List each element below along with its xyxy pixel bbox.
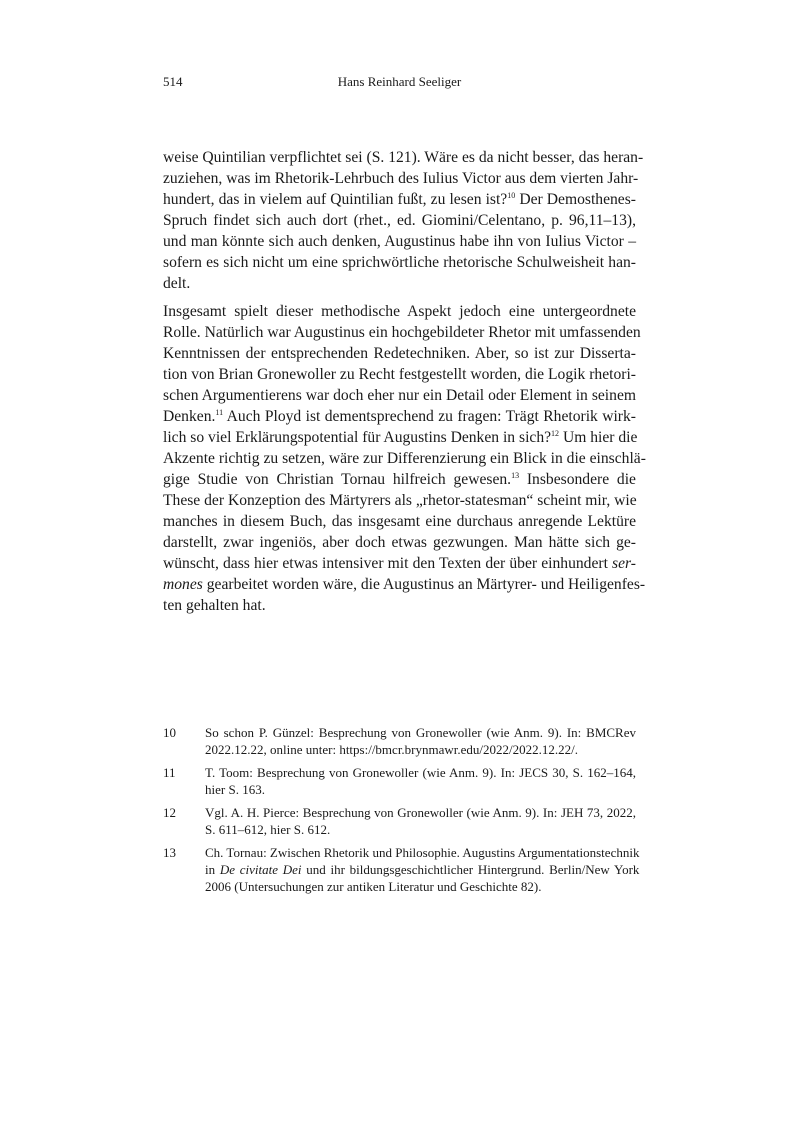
footnote-ref[interactable]: 12: [551, 429, 560, 438]
text-line: [163, 448, 646, 469]
text-segment: wünscht, dass hier etwas intensiver mit den Texten der über einhundert: [163, 555, 613, 572]
text-segment: So schon P. Günzel: Besprechung von Gronewoller (wie Anm. 9). In: BMCRev: [205, 725, 636, 740]
text-line: [205, 804, 636, 821]
footnote-ref[interactable]: 11: [215, 408, 224, 417]
text-segment: Kenntnissen der entsprechenden Redetechniken. Aber, so ist zur Disserta-: [163, 345, 636, 362]
text-segment: Insgesamt spielt dieser methodische Aspekt jedoch eine untergeordnete: [163, 303, 636, 320]
text-line: [163, 189, 636, 210]
text-segment: tion von Brian Gronewoller zu Recht festgestellt worden, die Logik rhetori-: [163, 366, 636, 383]
text-line: [163, 574, 646, 595]
text-line: [163, 252, 636, 273]
text-line: [163, 532, 636, 553]
text-line: [205, 844, 639, 861]
paragraph: [163, 147, 644, 294]
text-line: [163, 168, 639, 189]
text-segment: Akzente richtig zu setzen, wäre zur Differenzierung ein Blick in die einschlä-: [163, 450, 646, 467]
text-line: [163, 364, 636, 385]
text-line: [205, 861, 639, 878]
text-line: [163, 595, 636, 616]
text-segment: hundert, das in vielem auf Quintilian fußt, zu lesen ist?: [163, 191, 508, 208]
footnote-text: [205, 844, 639, 895]
text-segment: ten gehalten hat.: [163, 597, 266, 614]
footnote-text: [205, 804, 636, 838]
running-head-author: Hans Reinhard Seeliger: [337, 74, 462, 89]
text-segment: Ch. Tornau: Zwischen Rhetorik und Philosophie. Augustins Argumentationstechnik: [205, 845, 640, 860]
text-line: [163, 210, 636, 231]
paragraph: [163, 301, 646, 616]
text-line: [163, 147, 644, 168]
text-segment: zuziehen, was im Rhetorik-Lehrbuch des Iulius Victor aus dem vierten Jahr-: [163, 170, 639, 187]
text-segment: Der Demosthenes-: [515, 191, 636, 208]
text-line: [163, 322, 641, 343]
text-segment: Denken.: [163, 408, 216, 425]
footnote: [163, 764, 636, 798]
text-segment: und ihr bildungsgeschichtlicher Hintergrund. Berlin/New York: [301, 862, 640, 877]
text-segment: T. Toom: Besprechung von Gronewoller (wie Anm. 9). In: JECS 30, S. 162–164,: [205, 765, 636, 780]
text-segment: 2022.12.22, online unter: https://bmcr.brynmawr.edu/2022/2022.12.22/.: [205, 742, 578, 757]
italic-text: mones: [163, 576, 203, 593]
text-segment: gearbeitet worden wäre, die Augustinus an Märtyrer- und Heiligenfes-: [202, 576, 646, 593]
text-segment: sofern es sich nicht um eine sprichwörtliche rhetorische Schulweisheit han-: [163, 254, 636, 271]
footnotes: [163, 724, 640, 901]
text-line: [205, 741, 636, 758]
text-line: [163, 490, 636, 511]
text-segment: weise Quintilian verpflichtet sei (S. 121). Wäre es da nicht besser, das heran-: [163, 149, 644, 166]
footnote-ref[interactable]: 10: [507, 191, 516, 200]
text-line: [163, 231, 636, 252]
text-segment: Vgl. A. H. Pierce: Besprechung von Gronewoller (wie Anm. 9). In: JEH 73, 2022,: [205, 805, 636, 820]
text-segment: These der Konzeption des Märtyrers als „rhetor-statesman“ scheint mir, wie: [163, 492, 637, 509]
text-segment: S. 611–612, hier S. 612.: [205, 822, 331, 837]
main-text: [163, 147, 646, 623]
text-segment: Um hier die: [559, 429, 638, 446]
text-segment: schen Argumentierens war doch eher nur ein Detail oder Element in seinem: [163, 387, 636, 404]
footnote-number: 13: [163, 845, 176, 860]
text-segment: in: [205, 862, 220, 877]
text-segment: und man könnte sich auch denken, Augustinus habe ihn von Iulius Victor –: [163, 233, 636, 250]
text-line: [163, 385, 636, 406]
text-line: [163, 406, 636, 427]
text-segment: manches in diesem Buch, das insgesamt eine durchaus anregende Lektüre: [163, 513, 636, 530]
text-segment: hier S. 163.: [205, 782, 265, 797]
footnote-ref[interactable]: 13: [511, 471, 520, 480]
text-segment: darstellt, zwar ingeniös, aber doch etwas gezwungen. Man hätte sich ge-: [163, 534, 636, 551]
text-line: [163, 301, 636, 322]
italic-text: De civitate Dei: [219, 862, 302, 877]
footnote-text: [205, 764, 636, 798]
text-segment: 2006 (Untersuchungen zur antiken Literatur und Geschichte 82).: [205, 879, 542, 894]
text-line: [205, 724, 636, 741]
text-line: [163, 511, 636, 532]
text-line: [163, 343, 636, 364]
text-line: [205, 781, 636, 798]
text-line: [163, 427, 636, 448]
italic-text: ser-: [612, 555, 636, 572]
text-segment: delt.: [163, 275, 191, 292]
text-line: [163, 553, 636, 574]
footnote-text: [205, 724, 636, 758]
text-segment: Rolle. Natürlich war Augustinus ein hochgebildeter Rhetor mit umfassenden: [163, 324, 641, 341]
text-line: [163, 273, 636, 294]
footnote-number: 10: [163, 725, 176, 740]
footnote-number: 11: [163, 765, 176, 780]
text-segment: Auch Ployd ist dementsprechend zu fragen: Trägt Rhetorik wirk-: [223, 408, 636, 425]
footnote: [163, 804, 636, 838]
text-line: [205, 764, 636, 781]
footnote: [163, 724, 636, 758]
text-line: [163, 469, 636, 490]
text-segment: lich so viel Erklärungspotential für Augustins Denken in sich?: [163, 429, 552, 446]
text-segment: Spruch findet sich auch dort (rhet., ed. Giomini/Celentano, p. 96,11–13),: [163, 212, 636, 229]
text-line: [205, 821, 636, 838]
text-segment: gige Studie von Christian Tornau hilfreich gewesen.: [163, 471, 512, 488]
text-line: [205, 878, 639, 895]
page-number: 514: [163, 74, 183, 89]
footnote-number: 12: [163, 805, 176, 820]
text-segment: Insbesondere die: [519, 471, 636, 488]
footnote: [163, 844, 640, 895]
